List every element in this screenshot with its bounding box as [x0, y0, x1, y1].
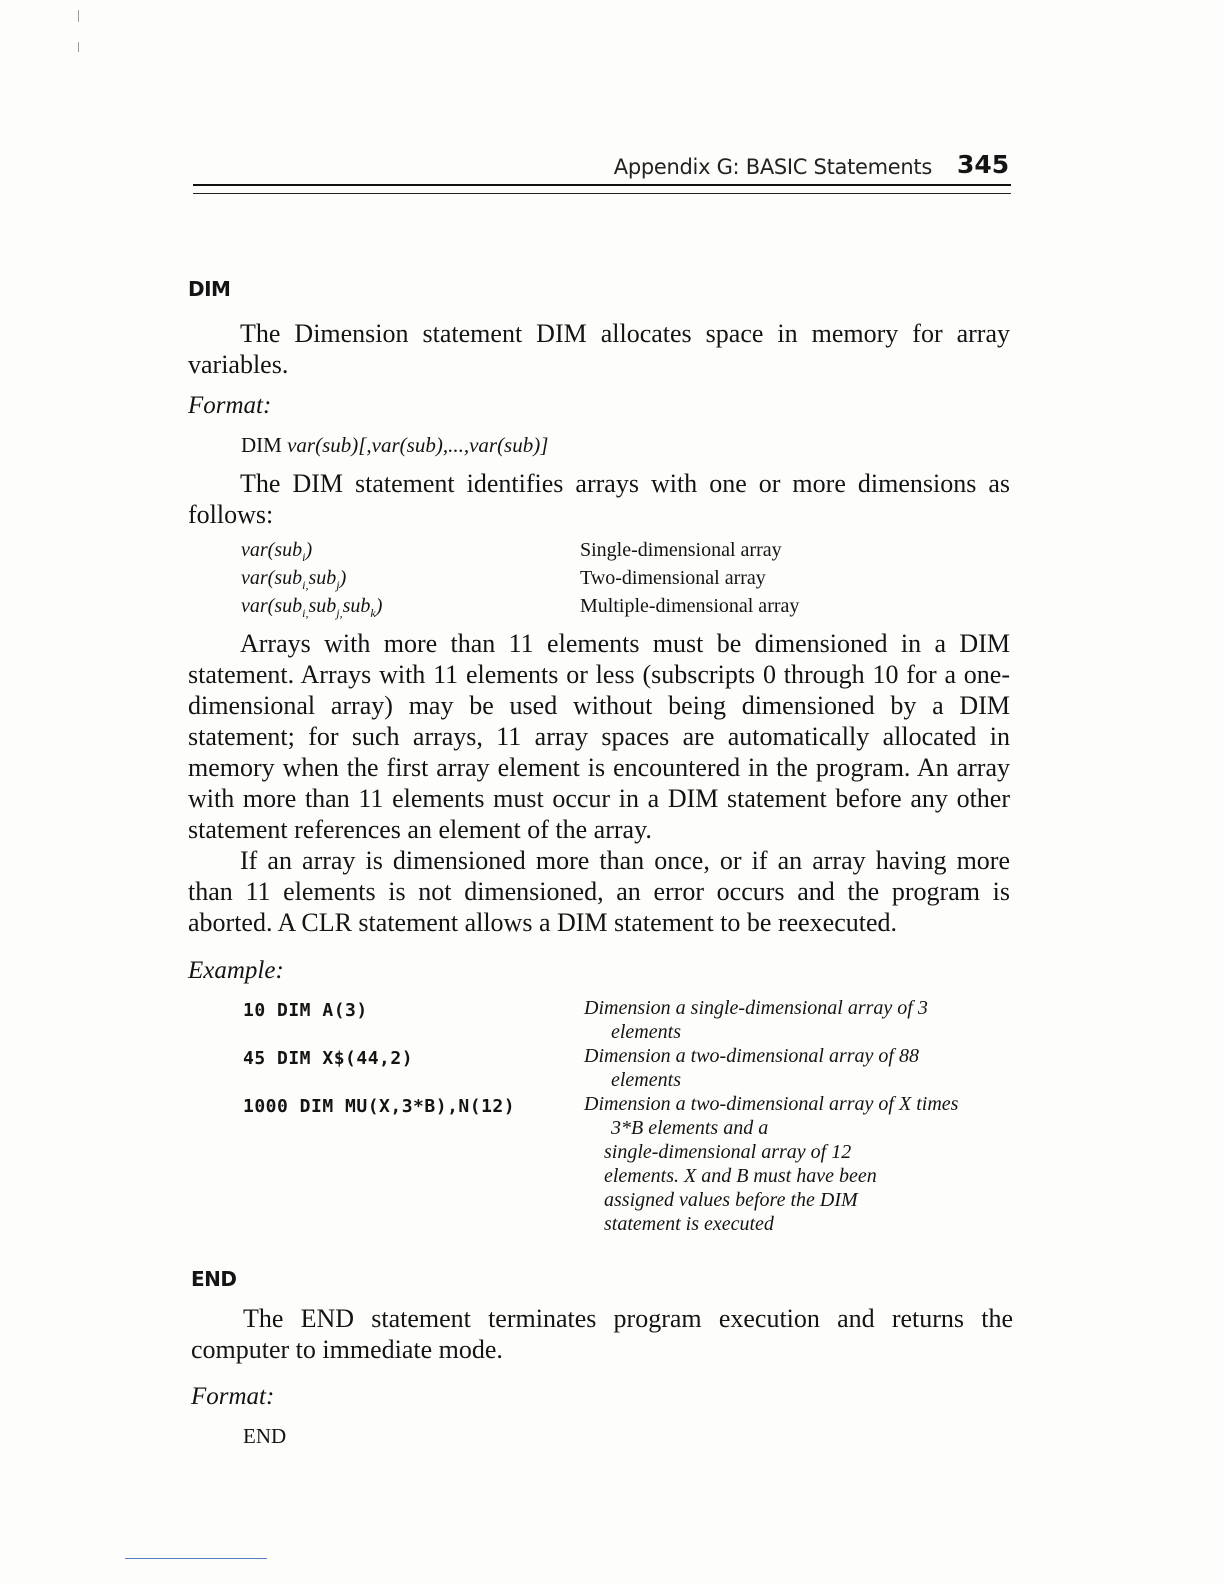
- example-3-desc-rest: single-dimensional array of 12 elements. X and B must have been assigned values before the DIM statement is executed: [604, 1141, 877, 1235]
- dim-format-keyword: DIM: [241, 433, 282, 457]
- end-heading: END: [191, 1267, 237, 1291]
- form-2-sep: ,: [305, 578, 309, 592]
- form-row-2-desc: Two-dimensional array: [580, 567, 766, 589]
- form-3-sub-i: i: [302, 606, 306, 620]
- form-row-2-syntax: var(sub$_{i,}$sub$_j$): [241, 567, 347, 592]
- form-2-sub-j: j: [336, 578, 340, 592]
- form-1-sub-i: i: [302, 550, 306, 564]
- dim-error-paragraph: If an array is dimensioned more than once, or if an array having more than 11 elements is not dimensioned, an error occurs and the program is aborted. A CLR statement allows a DIM statement to be reexecuted.: [188, 846, 1010, 937]
- form-3-pre: var(sub: [241, 595, 303, 617]
- dim-heading: DIM: [188, 277, 231, 301]
- form-1-post: ): [305, 539, 313, 561]
- dim-example-label: Example:: [188, 957, 284, 984]
- form-row-3-desc: Multiple-dimensional array: [580, 595, 800, 617]
- form-row-1-desc: Single-dimensional array: [580, 539, 782, 561]
- dim-format-line: [241, 433, 548, 458]
- dim-intro: The Dimension statement DIM allocates space in memory for array variables.: [188, 319, 1010, 379]
- form-1-pre: var(sub: [241, 539, 303, 561]
- bottom-edge-line: [125, 1558, 267, 1559]
- page-number: 345: [957, 150, 1010, 179]
- example-3-desc-first: Dimension a two-dimensional array of X times 3*B elements and a: [584, 1093, 959, 1139]
- running-head: Appendix G: BASIC Statements: [613, 155, 932, 179]
- form-2-sub-i: i: [302, 578, 306, 592]
- form-row-3-syntax: var(sub$_{i,}$sub$_{j,}$sub$_k$): [241, 595, 383, 620]
- dim-arrays-paragraph: Arrays with more than 11 elements must be dimensioned in a DIM statement. Arrays with 11 elements or less (subscripts 0 through 10 for a one-dimensional array) may be used without being dimensioned by a DIM statement; for such arrays, 11 array spaces are automatically allocated in memory when the first array element is encountered in the program. An array with more than 11 elements must occur in a DIM statement before any other statement references an element of the array.: [188, 629, 1010, 844]
- end-format-label: Format:: [191, 1383, 275, 1410]
- dim-format-args: var(sub)[,var(sub),...,var(sub)]: [287, 433, 549, 457]
- form-row-1-syntax: [241, 539, 312, 565]
- form-3-sub-j: j: [336, 606, 340, 620]
- dim-format-label: Format:: [188, 392, 272, 419]
- header-rule-thin: [193, 193, 1011, 194]
- form-3-sub-k: k: [370, 606, 376, 620]
- dim-identifies: The DIM statement identifies arrays with one or more dimensions as follows:: [188, 469, 1010, 529]
- form-2-pre: var(sub: [241, 567, 303, 589]
- example-1-desc: Dimension a single-dimensional array of 3 elements: [584, 997, 928, 1043]
- scan-mark: [78, 10, 79, 22]
- end-format-keyword: END: [243, 1424, 287, 1448]
- example-2-code: 45 DIM X$(44,2): [243, 1048, 414, 1069]
- form-2-post: ): [339, 567, 347, 589]
- example-2-desc: Dimension a two-dimensional array of 88 elements: [584, 1045, 919, 1091]
- example-1-code: 10 DIM A(3): [243, 1000, 368, 1021]
- example-3-code: 1000 DIM MU(X,3*B),N(12): [243, 1096, 516, 1117]
- scan-mark: [78, 42, 79, 52]
- end-intro: The END statement terminates program execution and returns the computer to immediate mode.: [191, 1304, 1013, 1364]
- form-3-post: ): [375, 595, 383, 617]
- header-rule-thick: [193, 184, 1011, 186]
- form-3-sep: ,: [305, 606, 309, 620]
